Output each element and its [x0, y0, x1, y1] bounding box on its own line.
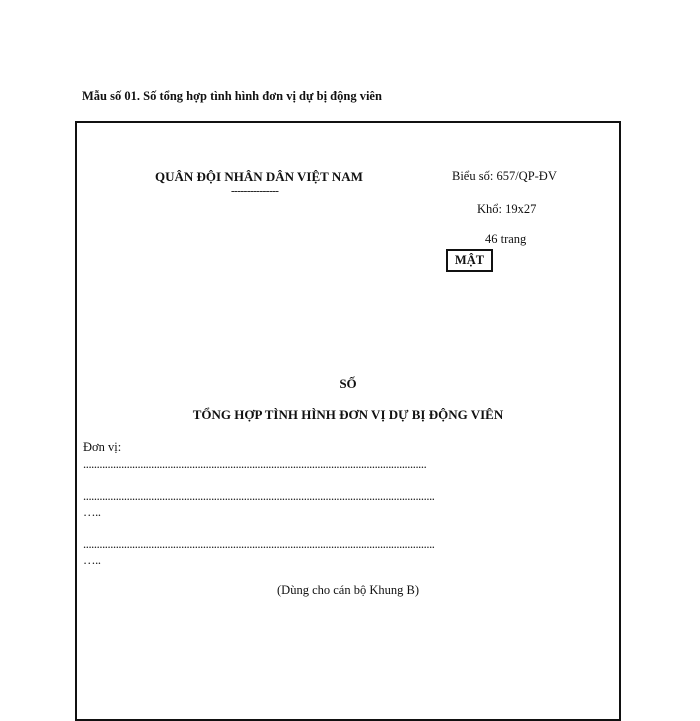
unit-fill-line-3: .................................................................................................................................	[83, 537, 435, 551]
classification-stamp: MẬT	[446, 249, 493, 272]
unit-label: Đơn vị:	[83, 440, 122, 454]
unit-fill-line-2: .................................................................................................................................	[83, 489, 435, 503]
usage-note: (Dùng cho cán bộ Khung B)	[277, 583, 419, 597]
unit-fill-line-3-tail: …..	[83, 553, 101, 567]
document-title-line-2: TỔNG HỢP TÌNH HÌNH ĐƠN VỊ DỰ BỊ ĐỘNG VIÊN	[192, 407, 504, 422]
form-number: Biểu số: 657/QP-ĐV	[452, 169, 557, 183]
unit-fill-line-1: ..............................................................................................................................	[83, 457, 427, 471]
organization-name: QUÂN ĐỘI NHÂN DÂN VIỆT NAM	[155, 169, 363, 184]
unit-fill-line-2-tail: …..	[83, 505, 101, 519]
document-title-line-1: SỐ	[339, 376, 357, 391]
form-caption: Mẫu số 01. Số tổng hợp tình hình đơn vị dự bị động viên	[82, 89, 382, 103]
paper-size: Khổ: 19x27	[477, 202, 537, 216]
cover-frame	[75, 121, 621, 721]
page-count: 46 trang	[485, 232, 527, 246]
organization-underline: ---------------	[231, 185, 279, 197]
